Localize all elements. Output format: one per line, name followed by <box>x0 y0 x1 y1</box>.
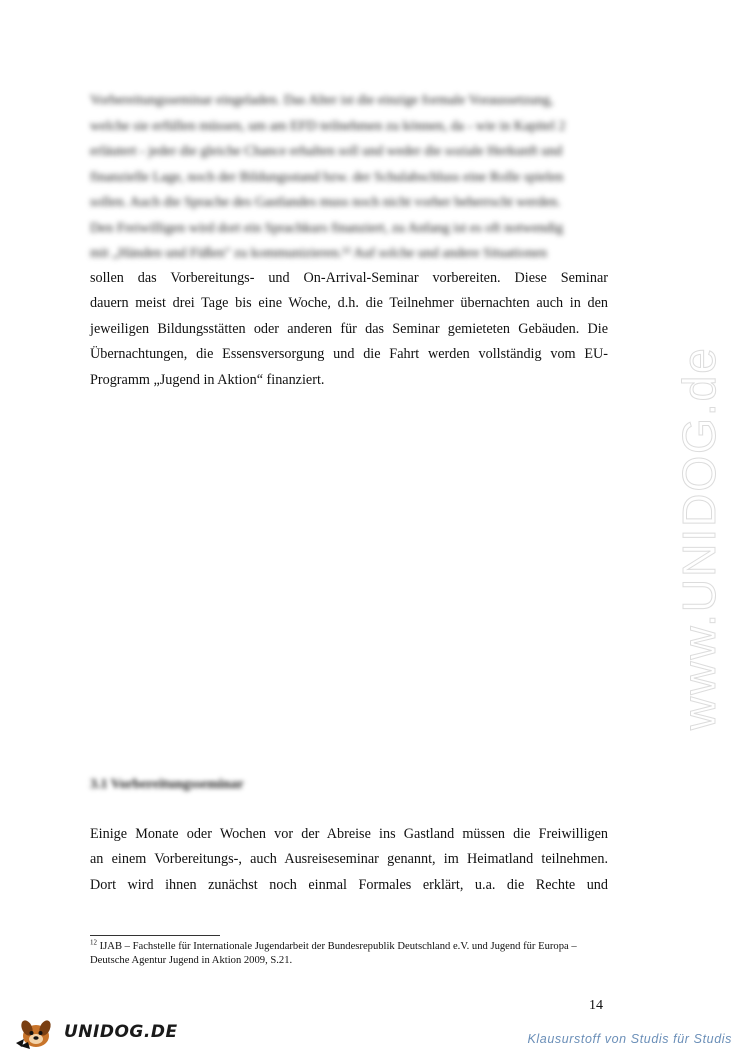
section-heading: 3.1 Vorbereitungsseminar <box>90 777 244 792</box>
blurred-line: mit „Händen und Füßen" zu kommunizieren.¹² Auf solche und andere Situationen <box>90 246 547 261</box>
logo-text: UNIDOG.DE <box>64 1022 178 1042</box>
blurred-line: welche sie erfüllen müssen, um am EFD teilnehmen zu können, da - wie in Kapitel 2 <box>90 118 566 134</box>
page-number: 14 <box>589 998 603 1013</box>
blurred-line: sollen. Auch die Sprache des Gastlandes muss noch nicht vorher beherrscht werden. <box>90 195 561 210</box>
paragraph-line: jeweiligen Bildungsstätten oder anderen für das Seminar gemieteten Gebäuden. Die <box>90 320 608 337</box>
blurred-line: erläutert - jeder die gleiche Chance erhalten soll und weder die soziale Herkunft und <box>90 144 563 159</box>
paragraph-line: Übernachtungen, die Essensversorgung und die Fahrt werden vollständig vom EU- <box>90 346 608 363</box>
unidog-logo[interactable] <box>14 1012 178 1052</box>
footnote-divider <box>90 935 220 936</box>
tagline: Klausurstoff von Studis für Studis <box>527 1032 732 1046</box>
blurred-line: finanzielle Lage, noch der Bildungsstand bzw. der Schulabschluss eine Rolle spielen <box>90 169 564 185</box>
paragraph-line: an einem Vorbereitungs-, auch Ausreiseseminar genannt, im Heimatland teilnehmen. <box>90 851 608 868</box>
blurred-line: Den Freiwilligen wird dort ein Sprachkurs finanziert, zu Anfang ist es oft notwendig <box>90 220 564 236</box>
footnote-text: IJAB – Fachstelle für Internationale Jugendarbeit der Bundesrepublik Deutschland e.V. und Jugend für Europa – Deutsche Agentur Jugend in Aktion 2009, S.21. <box>90 941 577 966</box>
paragraph-line: Programm „Jugend in Aktion“ finanziert. <box>90 371 325 388</box>
paragraph-line: Einige Monate oder Wochen vor der Abreise ins Gastland müssen die Freiwilligen <box>90 826 608 842</box>
footnote-number: 12 <box>90 938 97 947</box>
dog-icon <box>14 1012 66 1052</box>
blurred-text-block <box>90 88 608 267</box>
blurred-line: Vorbereitungsseminar eingeladen. Das Alter ist die einzige formale Voraussetzung, <box>90 93 554 108</box>
paragraph-line: sollen das Vorbereitungs- und On-Arrival-Seminar vorbereiten. Diese Seminar <box>90 270 608 286</box>
paragraph-line: Dort wird ihnen zunächst noch einmal Formales erklärt, u.a. die Rechte und <box>90 876 608 893</box>
watermark: www.UNIDOG.de <box>673 346 725 730</box>
footnote <box>90 940 610 967</box>
paragraph-seminar-info <box>90 266 608 393</box>
paragraph-preparation-seminar <box>90 822 608 898</box>
paragraph-line: dauern meist drei Tage bis eine Woche, d.h. die Teilnehmer übernachten auch in den <box>90 295 608 312</box>
